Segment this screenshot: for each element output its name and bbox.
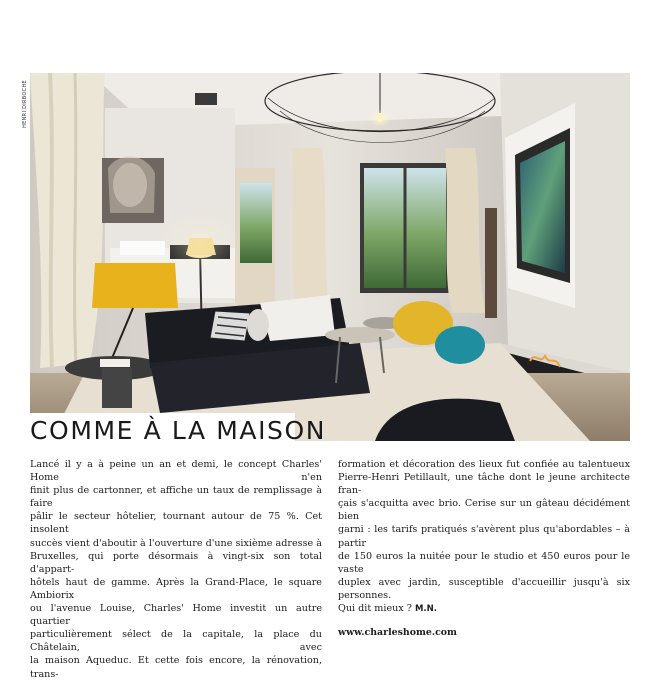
text-line-last: [338, 602, 630, 616]
yellow-lamp-shade: [92, 263, 178, 308]
photo-credit: HENRI DIRBOCHE: [22, 80, 28, 128]
text-line: çais s'acquitta avec brio. Cerise sur un gâteau décidément bien: [338, 498, 630, 523]
text-line: la maison Aqueduc. Et cette fois encore, la rénovation, trans-: [30, 655, 322, 680]
text-line: formation et décoration des lieux fut confiée au talentueux: [338, 459, 630, 470]
text-line: garni : les tarifs pratiqués s'avèrent plus qu'abordables – à partir: [338, 524, 630, 549]
teal-pouf: [435, 326, 485, 364]
text-line: succès vient d'aboutir à l'ouverture d'une sixième adresse à: [30, 537, 322, 549]
ceiling-spotlight: [195, 93, 217, 105]
author-signature: M.N.: [414, 604, 437, 615]
text-line: Pierre-Henri Petillault, une tâche dont le jeune architecte fran-: [338, 472, 630, 497]
text-line: ou l'avenue Louise, Charles' Home investit un autre quartier: [30, 603, 322, 628]
text-line: hôtels haut de gamme. Après la Grand-Place, le square Ambiorix: [30, 576, 322, 601]
text-line: finit plus de cartonner, et affiche un taux de remplissage à faire: [30, 485, 322, 510]
closing-question: Qui dit mieux ?: [338, 603, 412, 615]
text-line: Bruxelles, qui porte désormais à vingt-six son total d'appart-: [30, 550, 322, 575]
website-link[interactable]: www.charleshome.com: [338, 627, 457, 639]
left-column: [30, 458, 322, 681]
right-column: [338, 458, 630, 639]
headline: COMME À LA MAISON: [30, 416, 327, 445]
coffee-table: [325, 327, 395, 343]
text-line: Lancé il y a à peine un an et demi, le concept Charles' Home n'en: [30, 459, 322, 484]
text-line: particulièrement sélect de la capitale, la place du Châtelain, avec: [30, 629, 322, 654]
text-line: pâlir le secteur hôtelier, tournant autour de 75 %. Cet insolent: [30, 511, 322, 536]
text-line: de 150 euros la nuitée pour le studio et 450 euros pour le vaste: [338, 550, 630, 575]
interior-photo: [30, 73, 630, 445]
text-line: duplex avec jardin, susceptible d'accueillir jusqu'à six personnes.: [338, 576, 630, 601]
